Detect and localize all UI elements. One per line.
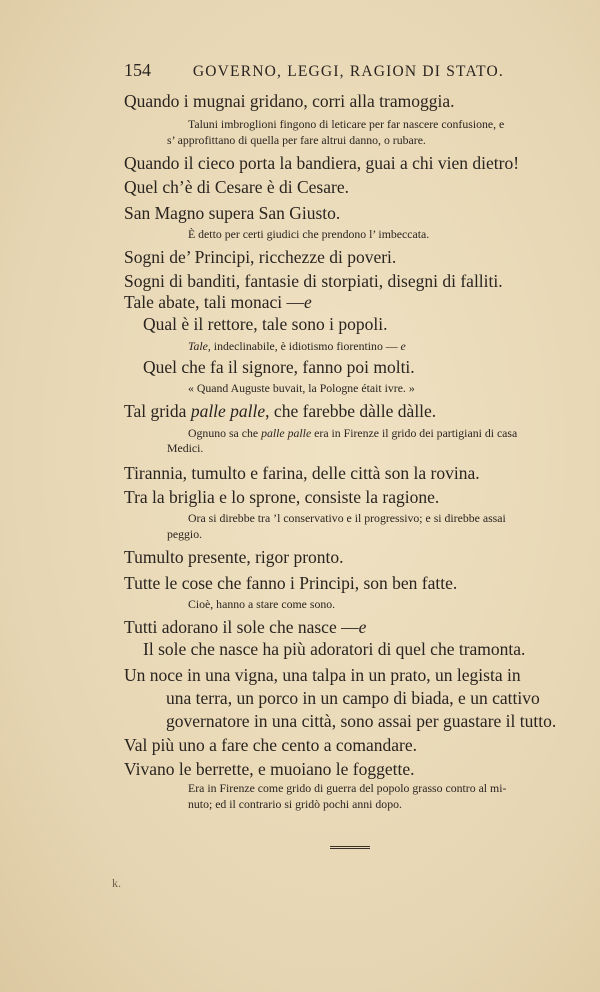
proverb-text: , che farebbe dàlle dàlle. xyxy=(265,401,437,421)
note-italic: palle palle xyxy=(261,426,312,440)
note-line xyxy=(188,338,406,354)
proverb-line: governatore in una città, sono assai per guastare il tutto. xyxy=(166,711,557,731)
proverb-line: Tirannia, tumulto e farina, delle città son la rovina. xyxy=(124,463,480,483)
note-line: peggio. xyxy=(167,527,203,541)
proverb-line: Qual è il rettore, tale sono i popoli. xyxy=(143,314,388,334)
proverb-line xyxy=(124,616,366,638)
note-quote: « Quand Auguste buvait, la Pologne était ivre. » xyxy=(188,381,415,395)
proverb-line: Il sole che nasce ha più adoratori di quel che tramonta. xyxy=(143,639,526,659)
proverb-line: Quel che fa il signore, fanno poi molti. xyxy=(143,357,415,377)
proverb-line: una terra, un porco in un campo di biada, e un cattivo xyxy=(166,688,540,708)
page-number: 154 xyxy=(124,60,151,80)
proverb-text: Tutti adorano il sole che nasce — xyxy=(124,617,359,637)
proverb-line: Quel ch’è di Cesare è di Cesare. xyxy=(124,177,349,197)
note-line xyxy=(188,425,517,441)
proverb-line: Un noce in una vigna, una talpa in un prato, un legista in xyxy=(124,665,521,685)
end-rule xyxy=(330,846,370,849)
proverb-line: Sogni di banditi, fantasie di storpiati, disegni di falliti. xyxy=(124,271,503,291)
proverb-line: Vivano le berrette, e muoiano le foggette. xyxy=(124,759,415,779)
proverb-text: Tale abate, tali monaci — xyxy=(124,292,305,312)
note-line: Medici. xyxy=(167,441,204,455)
proverb-line xyxy=(124,400,436,422)
note-text: era in Firenze il grido dei partigiani di casa xyxy=(311,426,518,440)
note-line: s’ approfittano di quella per fare altrui danno, o rubare. xyxy=(167,133,426,147)
note-conjunction: e xyxy=(400,339,406,353)
footer-mark: k. xyxy=(112,876,121,890)
note-line: Era in Firenze come grido di guerra del popolo grasso contro al mi- xyxy=(188,781,507,795)
proverb-conjunction: e xyxy=(358,617,367,637)
note-line: Ora si direbbe tra ’l conservativo e il progressivo; e si direbbe assai xyxy=(188,511,506,525)
running-title: GOVERNO, LEGGI, RAGION DI STATO. xyxy=(192,63,504,80)
proverb-italic: palle palle xyxy=(190,401,266,421)
note-text: Ognuno sa che xyxy=(188,426,262,440)
proverb-line: Sogni de’ Principi, ricchezze di poveri. xyxy=(124,247,397,267)
proverb-line: Tra la briglia e lo sprone, consiste la ragione. xyxy=(124,487,440,507)
note-italic: Tale, xyxy=(188,339,211,353)
proverb-conjunction: e xyxy=(304,292,312,312)
note-line: nuto; ed il contrario si gridò pochi anni dopo. xyxy=(188,797,402,811)
proverb-text: Tal grida xyxy=(124,401,191,421)
proverb-line: Quando il cieco porta la bandiera, guai a chi vien dietro! xyxy=(124,153,520,173)
proverb-line: Tutte le cose che fanno i Principi, son ben fatte. xyxy=(124,573,458,593)
proverb-line: Val più uno a fare che cento a comandare. xyxy=(124,735,417,755)
note-line: È detto per certi giudici che prendono l’ imbeccata. xyxy=(188,227,430,241)
running-header xyxy=(124,60,504,81)
note-line: Taluni imbroglioni fingono di leticare per far nascere confusione, e xyxy=(188,117,505,131)
proverb-line: San Magno supera San Giusto. xyxy=(124,203,341,223)
proverb-line: Tumulto presente, rigor pronto. xyxy=(124,547,344,567)
proverb-line: Quando i mugnai gridano, corri alla tramoggia. xyxy=(124,91,455,111)
proverb-line xyxy=(124,291,312,313)
note-line: Cioè, hanno a stare come sono. xyxy=(188,597,336,611)
note-text: indeclinabile, è idiotismo fiorentino — xyxy=(210,339,398,353)
